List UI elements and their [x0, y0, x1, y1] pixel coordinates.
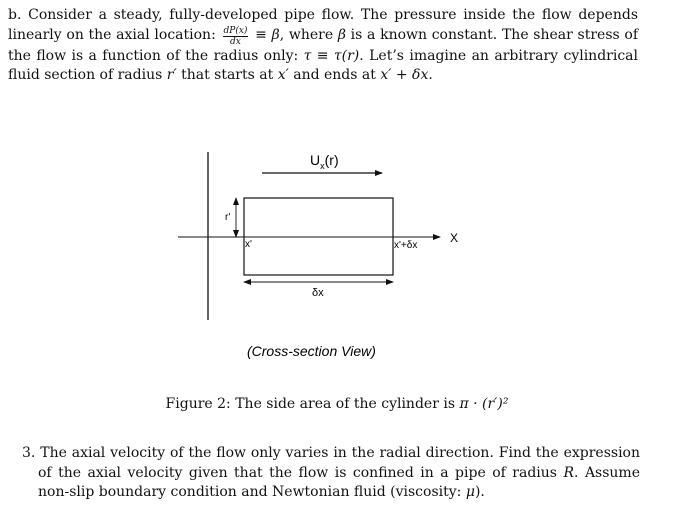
question-3-text-2: . Assume non-slip boundary condition and Newtonian fluid (viscosity:: [38, 464, 640, 501]
part-b-text-5: . Let’s imagine an arbitrary cylindrical fluid section of radius: [8, 47, 638, 84]
question-3-text-3: ).: [474, 484, 485, 501]
pipe-radius-symbol: R: [563, 464, 575, 481]
part-b-text-1: Consider a steady, fully-developed pipe flow. The pressure inside the flow depends linearly on the axial location:: [8, 7, 639, 43]
part-b-label: b.: [8, 7, 22, 23]
velocity-subscript: x: [320, 161, 325, 171]
question-3: [22, 444, 640, 503]
velocity-argument: (r): [324, 152, 339, 168]
radius-label: r': [225, 212, 231, 223]
dx-label: δx: [312, 287, 324, 299]
x-end-label: x'+δx: [394, 240, 418, 251]
x-axis-label: X: [450, 231, 459, 245]
view-label: (Cross-section View): [247, 343, 376, 359]
part-b-text-4: is a known constant. The shear stress of the flow is a function of the radius only:: [8, 26, 639, 64]
r-prime-symbol: r′: [166, 67, 177, 84]
tau-expression: τ ≡ τ(r): [303, 47, 360, 64]
x-start-label: x': [245, 239, 252, 250]
velocity-label: [310, 152, 339, 171]
viscosity-symbol: μ: [465, 484, 475, 501]
question-3-number: 3.: [22, 445, 36, 461]
equiv-sign: ≡: [255, 26, 267, 43]
fraction-denominator: dx: [230, 36, 241, 47]
part-b-text-6: that starts at: [181, 67, 274, 84]
beta-symbol-2: β: [337, 26, 346, 43]
part-b-text-8: .: [428, 67, 433, 84]
question-3-text-1: The axial velocity of the flow only varies in the radial direction. Find the expression of the axial velocity given that the flow is confined in a pipe of radius: [38, 445, 641, 481]
caption-expression: π · (r′)²: [459, 396, 509, 412]
part-b-text-7: and ends at: [293, 67, 376, 84]
x-prime-symbol: x′: [277, 67, 289, 84]
x-end-expression: x′ + δx: [380, 67, 429, 84]
part-b-text-3: , where: [279, 26, 334, 43]
figure-caption: [0, 395, 674, 413]
fraction-numerator: dP(x): [223, 25, 248, 36]
caption-text: Figure 2: The side area of the cylinder is: [165, 396, 456, 412]
beta-symbol: β: [271, 26, 280, 43]
velocity-symbol: U: [310, 152, 321, 168]
